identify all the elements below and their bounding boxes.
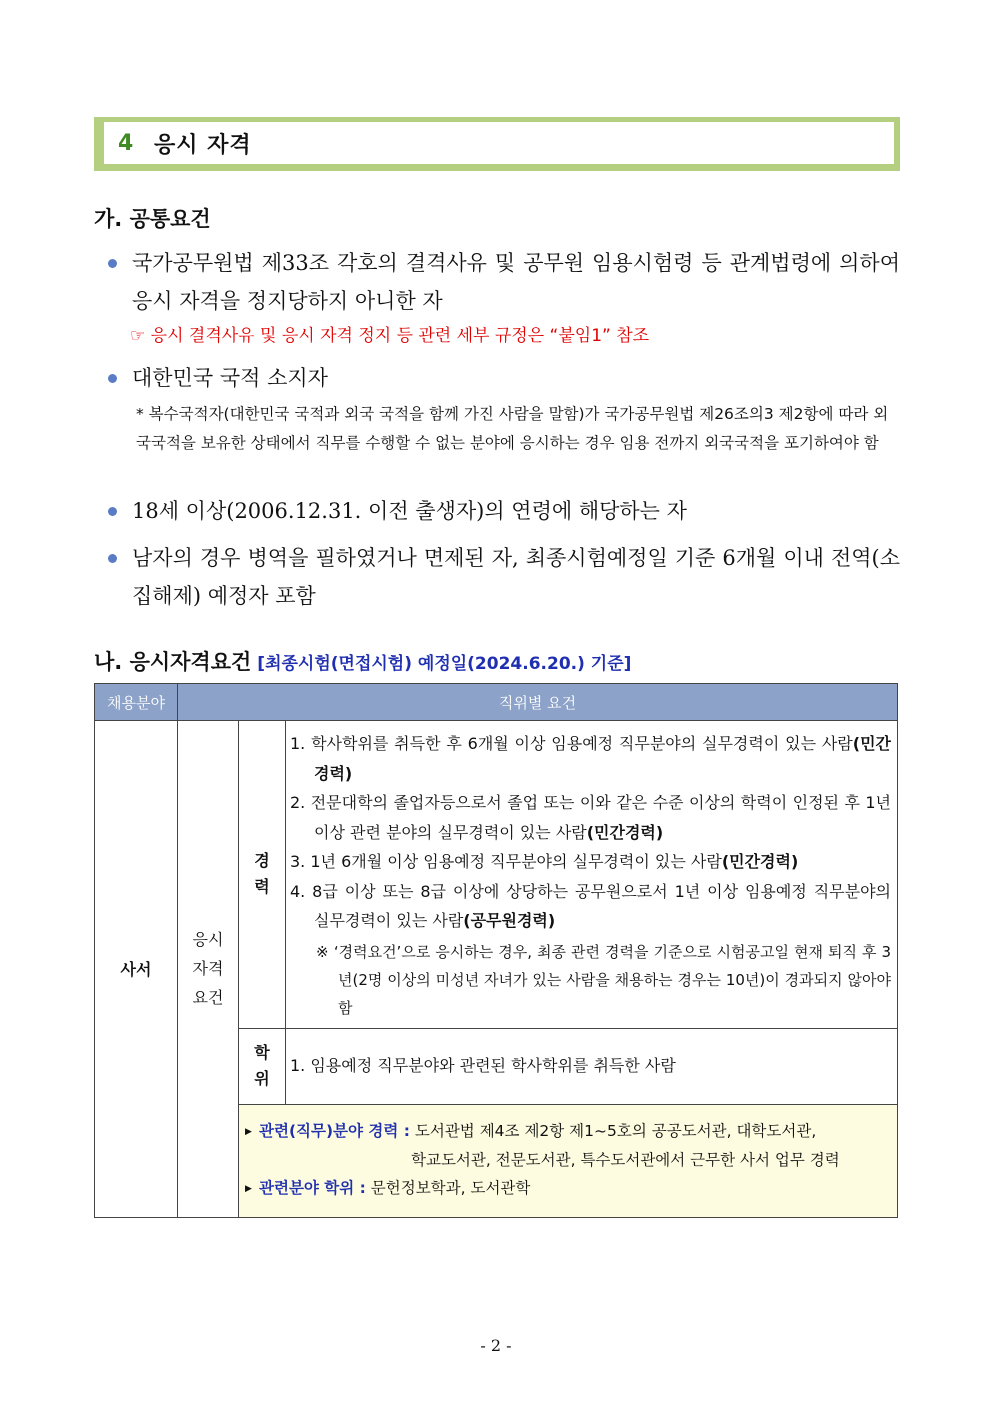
common-requirements-title: 가. 공통요건 xyxy=(94,207,211,231)
career-item-tag: (민간경력) xyxy=(586,822,664,842)
disqualification-note-text: 응시 결격사유 및 응시 자격 정지 등 관련 세부 규정은 “붙임1” 참조 xyxy=(150,326,650,346)
bullet-icon xyxy=(108,507,117,516)
career-item-text: 4. 8급 이상 또는 8급 이상에 상당하는 공무원으로서 1년 이상 임용예정 직무분야의 실무경력이 있는 사람 xyxy=(290,881,891,930)
header-requirements: 직위별 요건 xyxy=(178,684,898,721)
career-item xyxy=(290,729,891,788)
requirements-date-note: [최종시험(면접시험) 예정일(2024.6.20.) 기준] xyxy=(257,654,632,674)
requirements-title xyxy=(94,646,631,676)
qualification-cell xyxy=(178,721,239,1218)
career-item-text: 2. 전문대학의 졸업자등으로서 졸업 또는 이와 같은 수준 이상의 학력이 인정된 후 1년 이상 관련 분야의 실무경력이 있는 사람 xyxy=(290,793,891,842)
section-header-box xyxy=(104,122,894,164)
career-label: 경 력 xyxy=(254,851,270,897)
disqualification-note xyxy=(130,321,649,346)
related-career-text-line2: 학교도서관, 전문도서관, 특수도서관에서 근무한 사서 업무 경력 xyxy=(411,1150,840,1169)
requirements-title-text: 나. 응시자격요건 xyxy=(94,650,252,674)
degree-item: 1. 임용예정 직무분야와 관련된 학사학위를 취득한 사람 xyxy=(290,1056,676,1076)
bullet-item xyxy=(108,244,900,320)
qualification-label: 응시 자격 요건 xyxy=(192,930,224,1008)
career-items-cell xyxy=(286,721,898,1029)
career-reference-note: ※ ‘경력요건’으로 응시하는 경우, 최종 관련 경력을 기준으로 시험공고일 현재 퇴직 후 3년(2명 이상의 미성년 자녀가 있는 사람을 채용하는 경우는 10년)이 경과되지 않아야 함 xyxy=(316,942,891,1017)
triangle-right-icon: ▶ xyxy=(245,1126,252,1137)
career-item-tag: (공무원경력) xyxy=(463,911,556,930)
career-item xyxy=(290,788,891,847)
bullet-icon xyxy=(108,374,117,383)
career-item xyxy=(290,847,891,877)
bullet-item xyxy=(108,359,900,397)
career-item xyxy=(290,877,891,936)
career-item-tag: (민간경력) xyxy=(721,852,799,871)
related-career-text: 도서관법 제4조 제2항 제1~5호의 공공도서관, 대학도서관, xyxy=(414,1121,817,1140)
section-header xyxy=(94,117,900,171)
related-career-line xyxy=(245,1117,889,1146)
degree-item-cell xyxy=(286,1028,898,1104)
related-career-label: 관련(직무)분야 경력 : xyxy=(259,1121,410,1140)
bullet-item xyxy=(108,492,900,530)
related-degree-label: 관련분야 학위 : xyxy=(259,1178,366,1197)
dual-citizenship-note: * 복수국적자(대한민국 국적과 외국 국적을 함께 가진 사람을 말함)가 국가공무원법 제26조의3 제2항에 따라 외국국적을 보유한 상태에서 직무를 수행할 수 없는 분야에 응시하는 경우 임용 전까지 외국국적을 포기하여야 함 xyxy=(136,405,889,452)
career-item-text: 3. 1년 6개월 이상 임용예정 직무분야의 실무경력이 있는 사람 xyxy=(290,852,722,871)
section-title: 응시 자격 xyxy=(154,132,252,158)
degree-label-cell xyxy=(239,1028,286,1104)
related-degree-text: 문헌정보학과, 도서관학 xyxy=(370,1178,531,1197)
section-number: 4 xyxy=(118,130,134,156)
bullet-icon xyxy=(108,554,117,563)
bullet-icon xyxy=(108,259,117,268)
requirements-table xyxy=(94,683,898,1218)
career-label-cell xyxy=(239,721,286,1029)
bullet-text: 남자의 경우 병역을 필하였거나 면제된 자, 최종시험예정일 기준 6개월 이내 전역(소집해제) 예정자 포함 xyxy=(132,546,900,608)
related-degree-line xyxy=(245,1174,889,1203)
bullet-text: 국가공무원법 제33조 각호의 결격사유 및 공무원 임용시험령 등 관계법령에 의하여 응시 자격을 정지당하지 아니한 자 xyxy=(132,251,900,313)
page-number: - 2 - xyxy=(480,1336,512,1355)
degree-label: 학 위 xyxy=(254,1043,270,1088)
field-cell: 사서 xyxy=(95,721,178,1218)
career-item-text: 1. 학사학위를 취득한 후 6개월 이상 임용예정 직무분야의 실무경력이 있는 사람 xyxy=(290,734,853,753)
pointing-hand-icon: ☞ xyxy=(130,326,146,346)
bullet-text: 대한민국 국적 소지자 xyxy=(132,366,328,390)
bullet-item xyxy=(108,539,900,615)
career-item-tag: (민간경력) xyxy=(314,734,891,783)
triangle-right-icon: ▶ xyxy=(245,1183,252,1194)
header-field: 채용분야 xyxy=(95,684,178,721)
related-field-cell xyxy=(239,1104,898,1217)
bullet-text: 18세 이상(2006.12.31. 이전 출생자)의 연령에 해당하는 자 xyxy=(132,499,687,523)
